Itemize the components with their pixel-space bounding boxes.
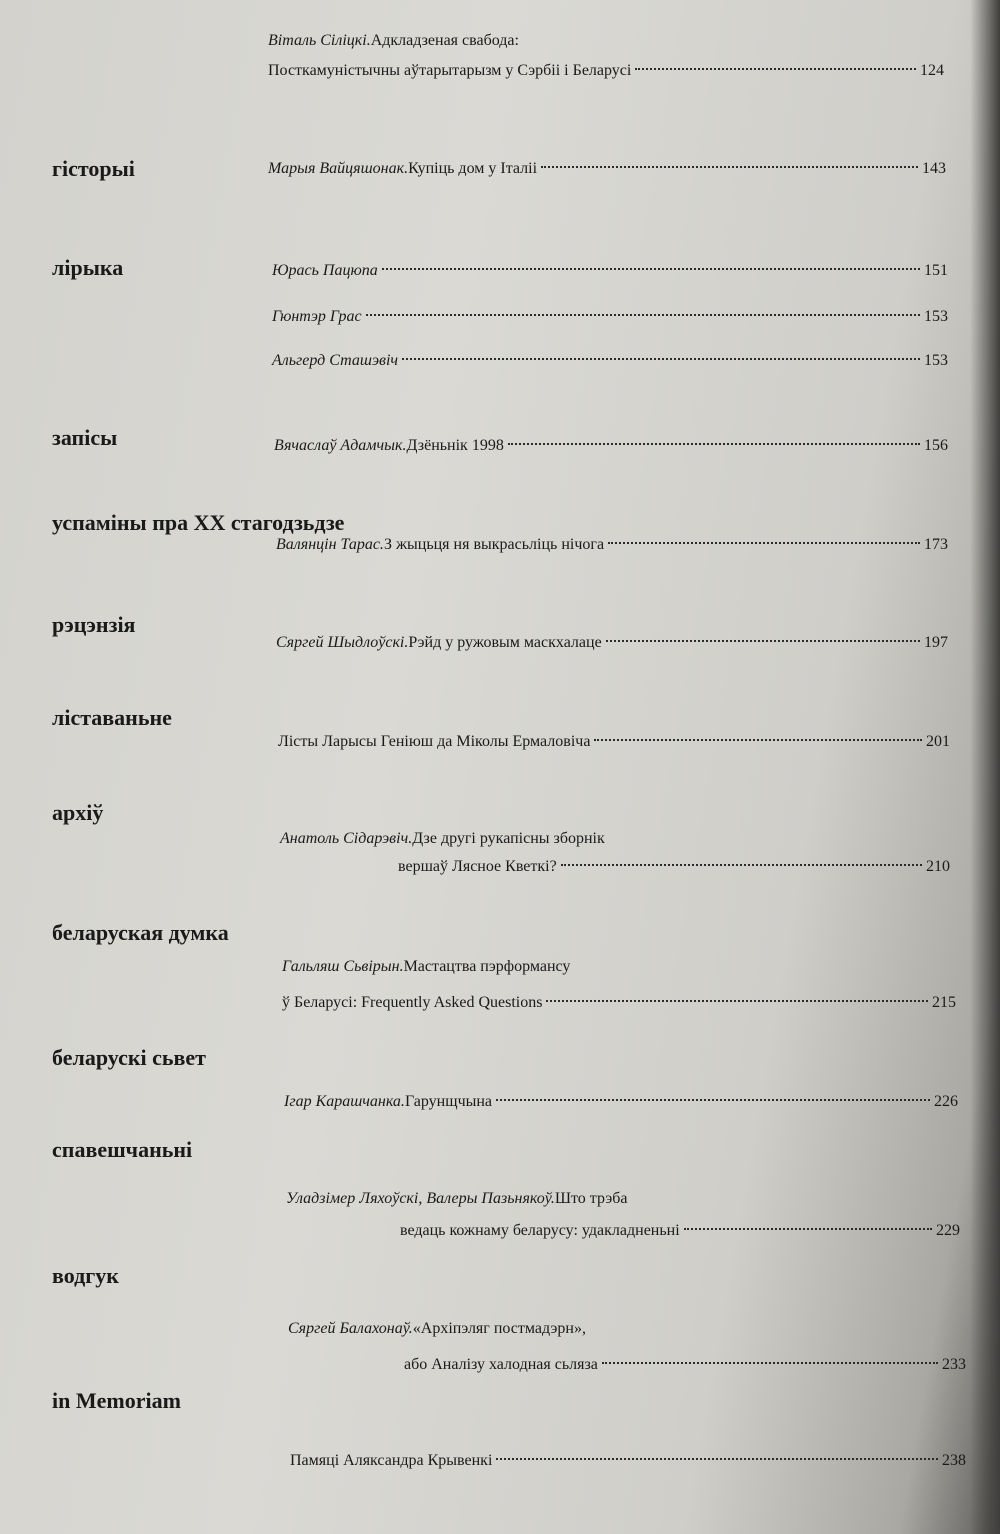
entry-author: Гюнтэр Грас: [272, 308, 362, 325]
entry-author: Сяргей Балахонаў.: [288, 1320, 413, 1337]
section-heading-correspondence: ліставаньне: [52, 705, 172, 730]
entry-title: Купіць дом у Італіі: [408, 160, 538, 177]
toc-entry-line: [398, 858, 950, 876]
page-number: 173: [924, 536, 948, 553]
toc-entry-line: [268, 62, 944, 80]
dot-leader: [561, 864, 922, 866]
section-heading-archive: архіў: [52, 800, 104, 825]
dot-leader: [602, 1362, 938, 1364]
toc-entry-line: [272, 262, 948, 280]
toc-entry-line: [280, 830, 605, 848]
dot-leader: [382, 268, 920, 270]
toc-entry-line: [268, 32, 519, 50]
entry-author: Альгерд Сташэвіч: [272, 352, 399, 369]
section-heading-in-memoriam: in Memoriam: [52, 1388, 181, 1413]
dot-leader: [366, 314, 920, 316]
entry-title: Рэйд у ружовым маскхалаце: [408, 634, 602, 651]
dot-leader: [608, 542, 920, 544]
dot-leader: [606, 640, 920, 642]
section-heading-confessions: спавешчаньні: [52, 1137, 193, 1162]
toc-entry-line: [278, 733, 950, 751]
page-number: 210: [926, 858, 950, 875]
dot-leader: [496, 1458, 938, 1460]
entry-title: Лісты Ларысы Геніюш да Міколы Ермаловіча: [278, 733, 591, 750]
page-number: 201: [926, 733, 950, 750]
dot-leader: [508, 443, 920, 445]
entry-title-cont: або Аналізу халодная сьляза: [404, 1356, 598, 1373]
entry-title-cont: ведаць кожнаму беларусу: удакладненьні: [400, 1222, 680, 1239]
entry-title: Мастацтва пэрформансу: [403, 958, 571, 975]
entry-title: Гарунщчына: [404, 1093, 493, 1110]
entry-author: Уладзімер Ляхоўскі, Валеры Пазьнякоў.: [286, 1190, 555, 1207]
toc-entry-line: [288, 1320, 586, 1338]
page-number: 238: [942, 1452, 966, 1469]
toc-entry-line: [276, 536, 948, 554]
entry-title-cont: вершаў Лясное Кветкі?: [398, 858, 557, 875]
section-heading-lyrics: лірыка: [52, 255, 124, 280]
section-heading-belarusian-thought: беларуская думка: [52, 920, 229, 945]
entry-author: Вячаслаў Адамчык.: [274, 437, 407, 454]
toc-entry-line: [284, 1093, 958, 1111]
entry-author: Віталь Сіліцкі.: [268, 32, 371, 49]
section-heading-review: рэцэнзія: [52, 612, 136, 637]
page-number: 233: [942, 1356, 966, 1373]
section-heading-response: водгук: [52, 1263, 119, 1288]
dot-leader: [546, 1000, 928, 1002]
page-number: 143: [922, 160, 946, 177]
toc-entry-line: [286, 1190, 627, 1208]
page-number: 153: [924, 308, 948, 325]
page-number: 229: [936, 1222, 960, 1239]
toc-entry-line: [272, 352, 948, 370]
page-number: 151: [924, 262, 948, 279]
page-number: 153: [924, 352, 948, 369]
entry-title: Што трэба: [554, 1190, 628, 1207]
dot-leader: [684, 1228, 932, 1230]
toc-entry-line: [404, 1356, 966, 1374]
page-number: 197: [924, 634, 948, 651]
entry-author: Валянцін Тарас.: [276, 536, 384, 553]
section-heading-notes: запісы: [52, 425, 118, 450]
section-heading-belarusian-world: беларускі сьвет: [52, 1045, 206, 1070]
entry-author: Сяргей Шыдлоўскі.: [276, 634, 409, 651]
entry-author: Марыя Вайцяшонак.: [268, 160, 409, 177]
page-number: 156: [924, 437, 948, 454]
dot-leader: [496, 1099, 930, 1101]
toc-entry-line: [274, 437, 948, 455]
toc-entry-line: [282, 994, 956, 1012]
dot-leader: [402, 358, 920, 360]
entry-title: «Архіпэляг постмадэрн»,: [412, 1320, 586, 1337]
page-number: 124: [920, 62, 944, 79]
entry-title-cont: Посткамуністычны аўтарытарызм у Сэрбіі і Беларусі: [268, 62, 632, 79]
page-edge-shadow: [970, 0, 1000, 1534]
entry-title: Памяці Аляксандра Крывенкі: [290, 1452, 493, 1469]
dot-leader: [594, 739, 922, 741]
section-heading-history: гісторыі: [52, 156, 135, 181]
toc-entry-line: [268, 160, 946, 178]
page-number: 215: [932, 994, 956, 1011]
entry-title: Адкладзеная свабода:: [370, 32, 519, 49]
entry-author: Анатоль Сідарэвіч.: [280, 830, 413, 847]
entry-author: Гальляш Сьвірын.: [282, 958, 404, 975]
entry-title: Дзе другі рукапісны зборнік: [412, 830, 605, 847]
toc-entry-line: [272, 308, 948, 326]
entry-title: З жыцьця ня выкрасьліць нічога: [383, 536, 605, 553]
entry-title: Дзёньнік 1998: [406, 437, 504, 454]
dot-leader: [635, 68, 916, 70]
page-number: 226: [934, 1093, 958, 1110]
toc-entry-line: [400, 1222, 960, 1240]
toc-entry-line: [276, 634, 948, 652]
entry-title-cont: ў Беларусі: Frequently Asked Questions: [282, 994, 543, 1011]
toc-entry-line: [290, 1452, 966, 1470]
dot-leader: [541, 166, 918, 168]
section-heading-memoirs: успаміны пра XX стагодзьдзе: [52, 510, 345, 535]
entry-author: Юрась Пацюпа: [272, 262, 378, 279]
entry-author: Ігар Карашчанка.: [284, 1093, 405, 1110]
toc-entry-line: [282, 958, 570, 976]
